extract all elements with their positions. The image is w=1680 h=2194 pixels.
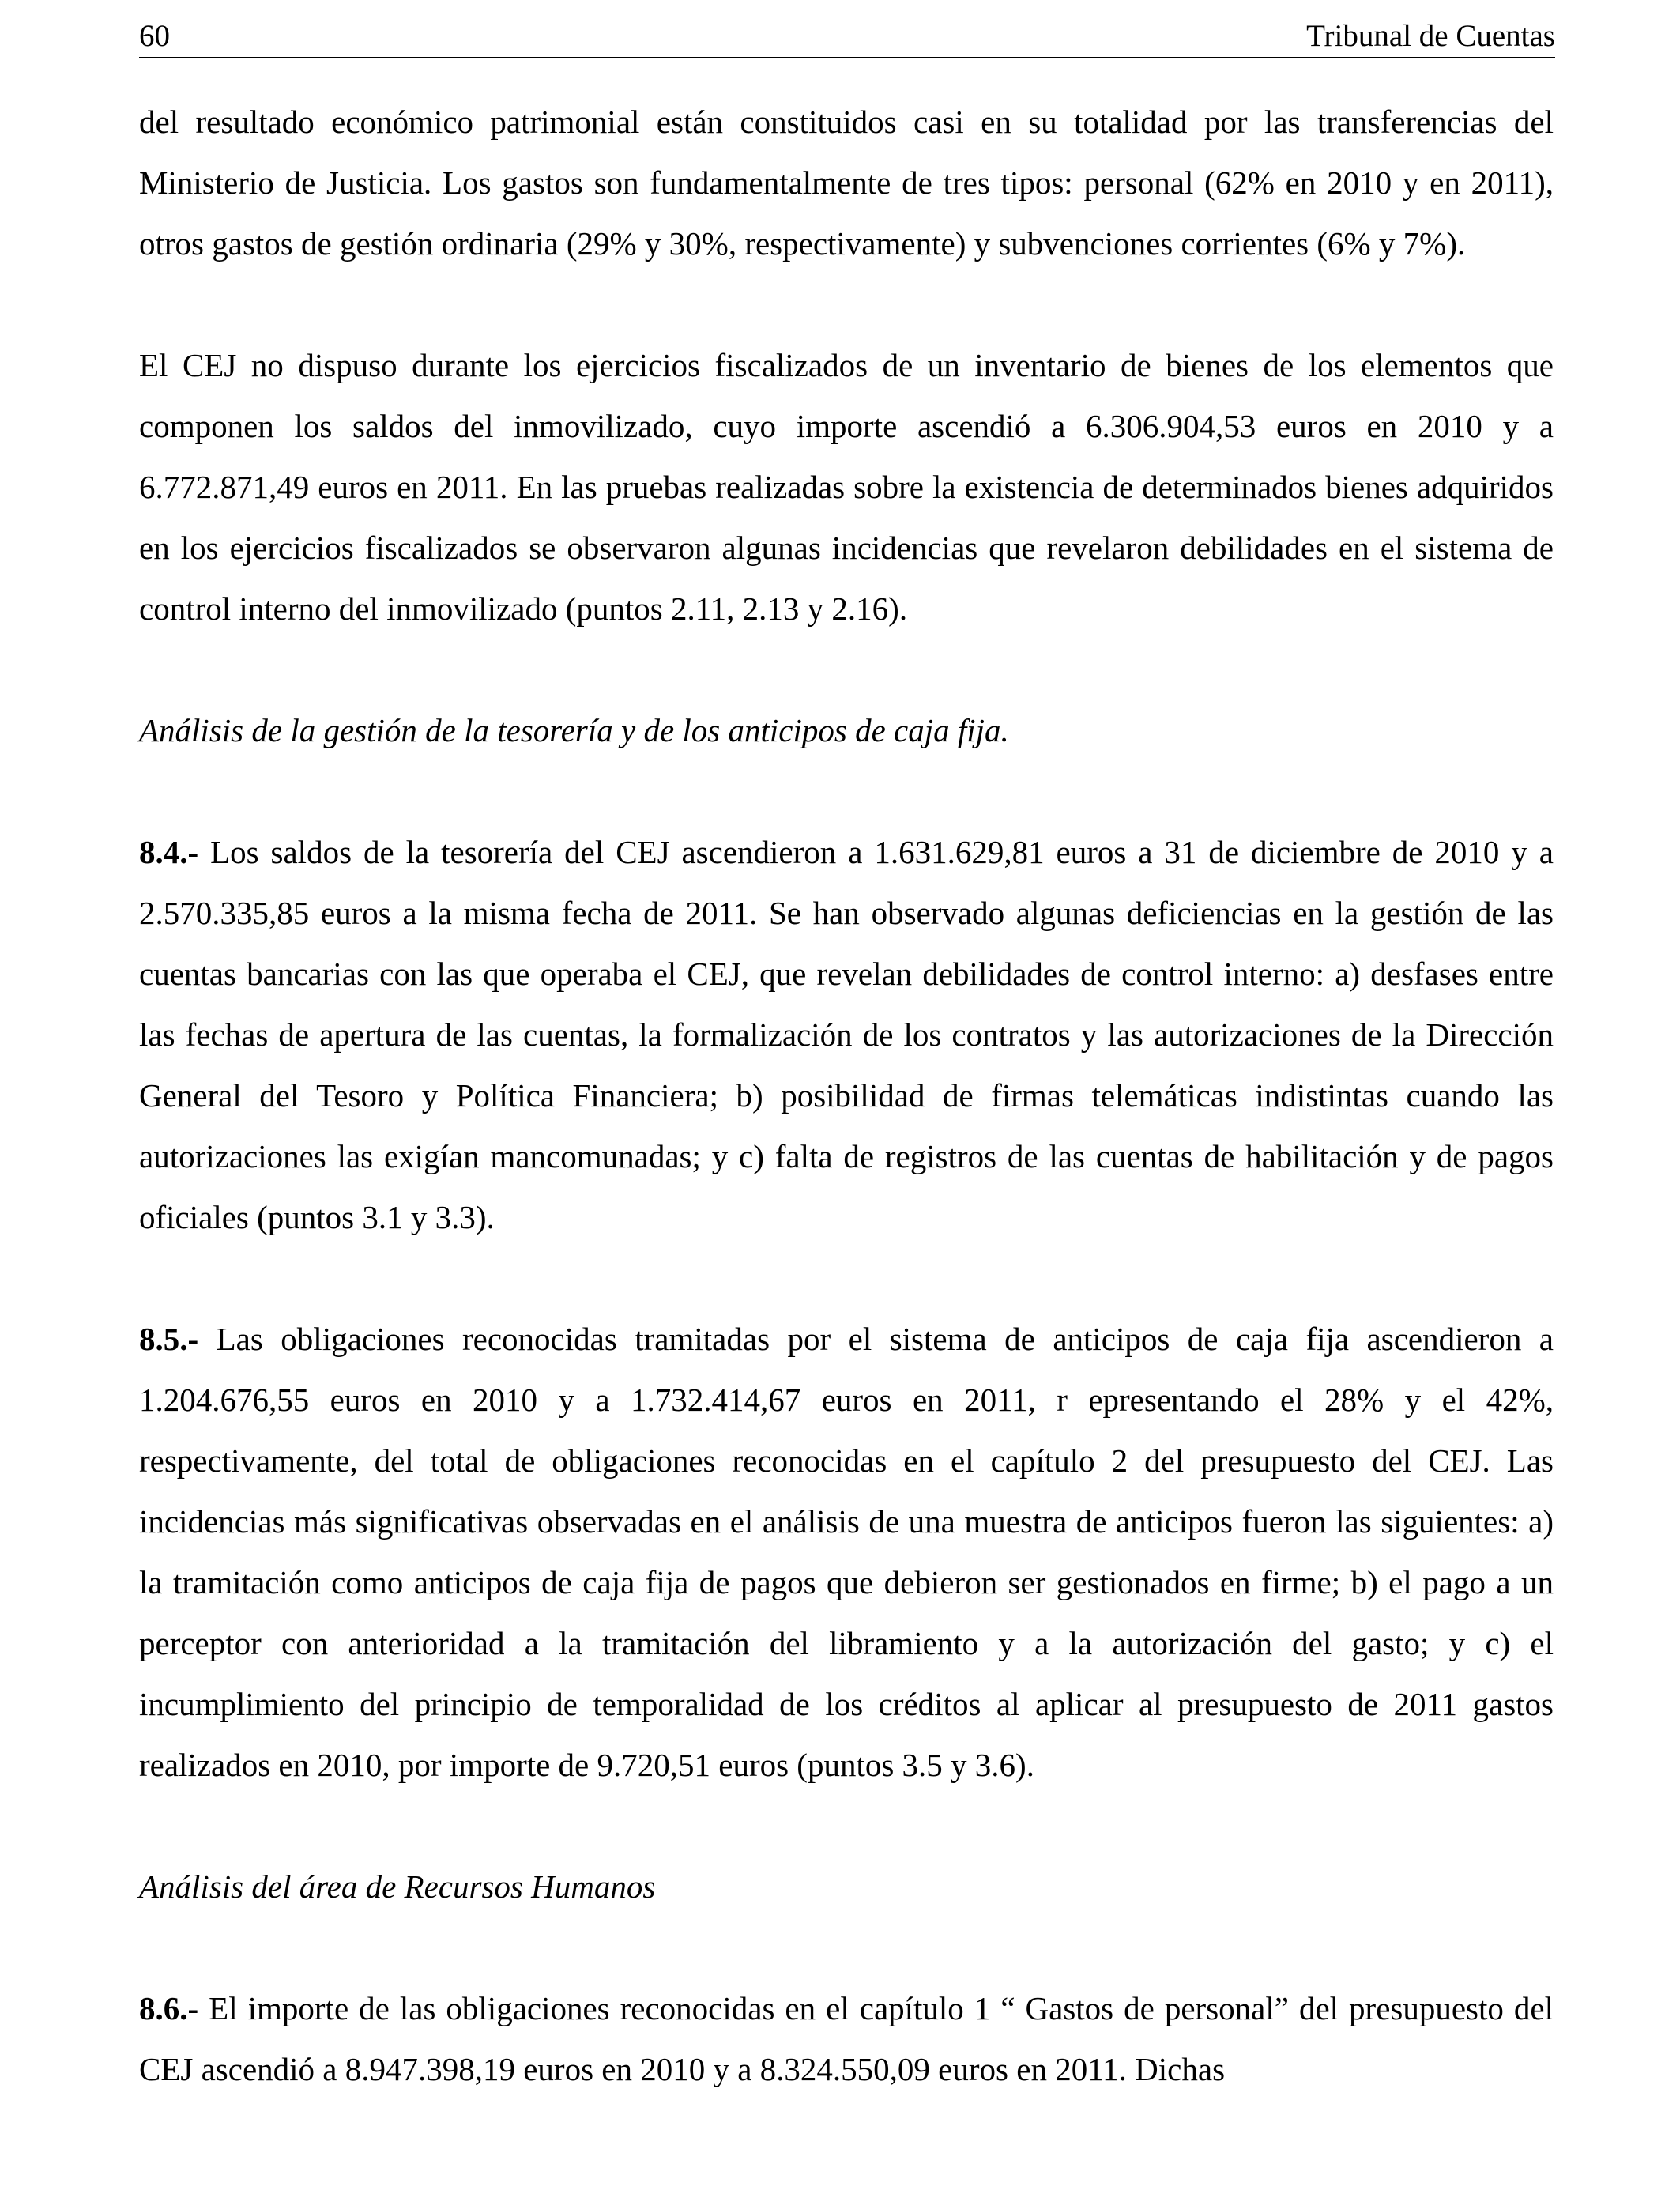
section-heading-human-resources: Análisis del área de Recursos Humanos <box>139 1868 656 1905</box>
paragraph-gap <box>139 1917 1554 1978</box>
paragraph-gap <box>139 274 1554 335</box>
page-header <box>139 16 1555 58</box>
running-title: Tribunal de Cuentas <box>1306 19 1555 53</box>
paragraph-8-6 <box>139 1978 1554 2100</box>
paragraph-number: 8.5.- <box>139 1321 199 1357</box>
paragraph-text: Los saldos de la tesorería del CEJ ascendieron a 1.631.629,81 euros a 31 de diciembre de 2010 y a 2.570.335,85 euros a la misma fecha de 2011. Se han observado algunas deficiencias en la gestión de las cuentas bancarias con las que operaba el CEJ, que revelan debilidades de control interno: a) desfases entre las fechas de apertura de las cuentas, la formalización de los contratos y las autorizaciones de la Dirección General del Tesoro y Política Financiera; b) posibilidad de firmas telemáticas indistintas cuando las autorizaciones las exigían mancomunadas; y c) falta de registros de las cuentas de habilitación y de pagos oficiales (puntos 3.1 y 3.3). <box>139 834 1554 1235</box>
paragraph-text: Las obligaciones reconocidas tramitadas por el sistema de anticipos de caja fija ascendieron a 1.204.676,55 euros en 2010 y a 1.732.414,67 euros en 2011, r epresentando el 28% y el 42%, respectivamente, del total de obligaciones reconocidas en el capítulo 2 del presupuesto del CEJ. Las incidencias más significativas observadas en el análisis de una muestra de anticipos fueron las siguientes: a) la tramitación como anticipos de caja fija de pagos que debieron ser gestionados en firme; b) el pago a un perceptor con anterioridad a la tramitación del libramiento y a la autorización del gasto; y c) el incumplimiento del principio de temporalidad de los créditos al aplicar al presupuesto de 2011 gastos realizados en 2010, por importe de 9.720,51 euros (puntos 3.5 y 3.6). <box>139 1321 1554 1783</box>
paragraph-number: 8.4.- <box>139 834 199 870</box>
paragraph-continued: del resultado económico patrimonial están constituidos casi en su totalidad por las transferencias del Ministerio de Justicia. Los gastos son fundamentalmente de tres tipos: personal (62% en 2010 y en 2011), otros gastos de gestión ordinaria (29% y 30%, respectivamente) y subvenciones corrientes (6% y 7%). <box>139 104 1554 262</box>
paragraph-text: El importe de las obligaciones reconocidas en el capítulo 1 “ Gastos de personal” del presupuesto del CEJ ascendió a 8.947.398,19 euros en 2010 y a 8.324.550,09 euros en 2011. Dichas <box>139 1990 1554 2087</box>
paragraph-8-4 <box>139 822 1554 1248</box>
paragraph-inventory: El CEJ no dispuso durante los ejercicios fiscalizados de un inventario de bienes de los elementos que componen los saldos del inmovilizado, cuyo importe ascendió a 6.306.904,53 euros en 2010 y a 6.772.871,49 euros en 2011. En las pruebas realizadas sobre la existencia de determinados bienes adquiridos en los ejercicios fiscalizados se observaron algunas incidencias que revelaron debilidades en el sistema de control interno del inmovilizado (puntos 2.11, 2.13 y 2.16). <box>139 347 1554 627</box>
paragraph-gap <box>139 1248 1554 1309</box>
paragraph-gap <box>139 639 1554 700</box>
page-body <box>139 92 1554 2100</box>
page-number: 60 <box>139 19 170 53</box>
section-heading-treasury: Análisis de la gestión de la tesorería y de los anticipos de caja fija. <box>139 712 1009 748</box>
paragraph-gap <box>139 1796 1554 1857</box>
paragraph-gap <box>139 761 1554 822</box>
paragraph-number: 8.6.- <box>139 1990 199 2026</box>
paragraph-8-5 <box>139 1309 1554 1796</box>
